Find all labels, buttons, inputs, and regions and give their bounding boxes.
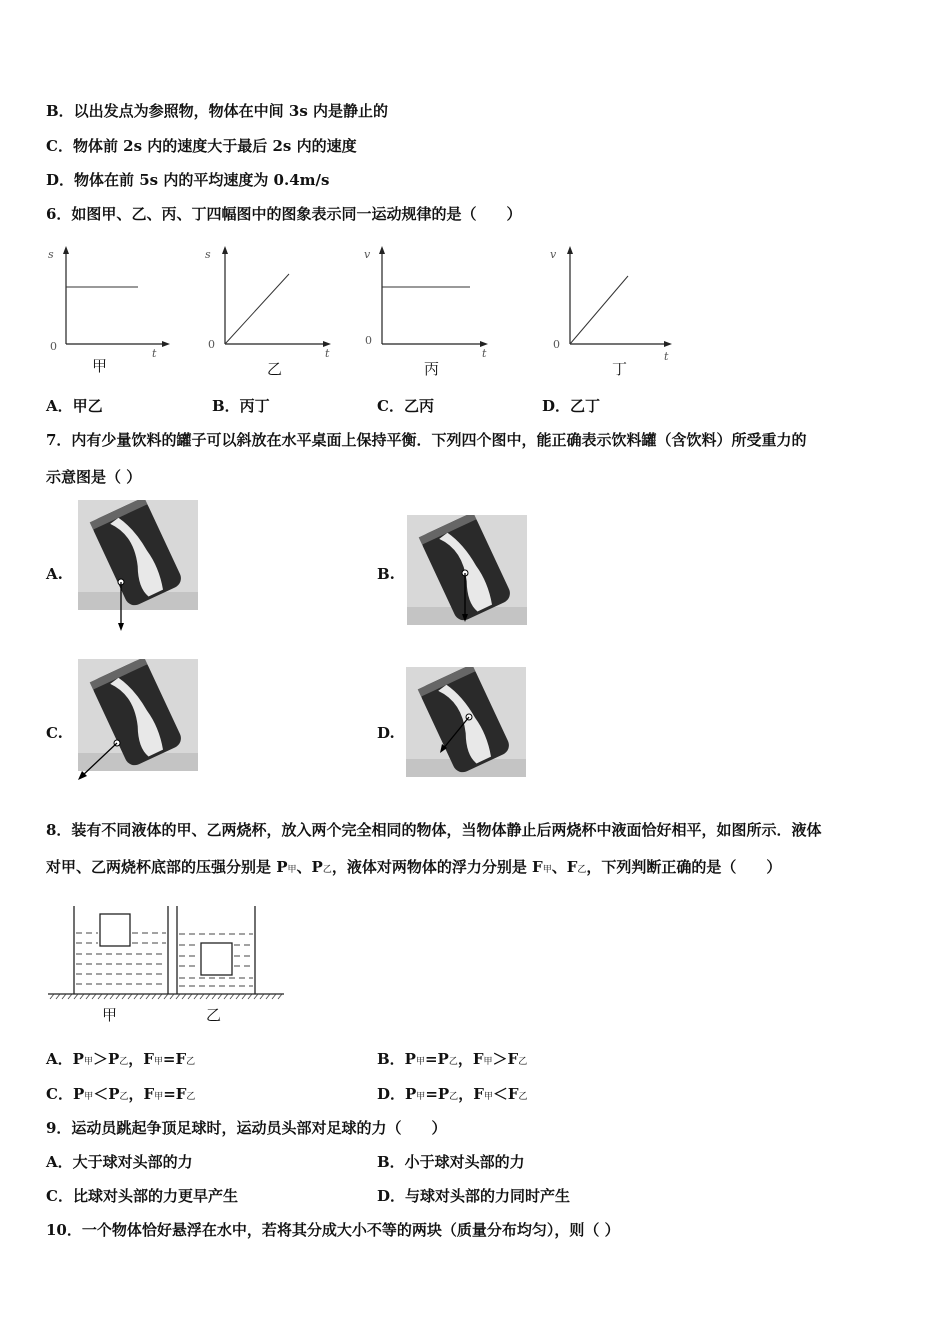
graph-ding-origin: 0 — [553, 338, 560, 351]
q8-option-d: D．P甲=P乙，F甲＜F乙 — [377, 1085, 528, 1103]
q8-option-c: C．P甲＜P乙，F甲=F乙 — [46, 1085, 196, 1103]
beaker-diagram — [46, 900, 291, 1024]
q5-option-c: C．物体前 2s 内的速度大于最后 2s 内的速度 — [46, 137, 357, 155]
graph-ding-name: 丁 — [612, 360, 628, 378]
graph-ding-ylabel: v — [550, 248, 557, 261]
graph-yi-origin: 0 — [208, 338, 215, 351]
q7-can-image-c — [73, 659, 200, 788]
q6-option-d: D．乙丁 — [542, 397, 601, 415]
q5-option-d: D．物体在前 5s 内的平均速度为 0.4m/s — [46, 171, 330, 189]
beaker-label-jia: 甲 — [102, 1006, 118, 1024]
graph-bing-ylabel: v — [364, 248, 371, 261]
q7-can-image-a — [78, 500, 200, 639]
q7-stem-line1: 7．内有少量饮料的罐子可以斜放在水平桌面上保持平衡．下列四个图中，能正确表示饮料罐（含饮料）所受重力的 — [46, 431, 807, 449]
q5-option-b: B．以出发点为参照物，物体在中间 3s 内是静止的 — [46, 102, 389, 120]
graph-ding-xlabel: t — [664, 350, 669, 363]
q8-stem-line1: 8．装有不同液体的甲、乙两烧杯，放入两个完全相同的物体，当物体静止后两烧杯中液面恰好相平，如图所示．液体 — [46, 821, 822, 839]
q10-stem: 10．一个物体恰好悬浮在水中，若将其分成大小不等的两块（质量分布均匀），则（ ） — [46, 1221, 620, 1239]
graph-jia-ylabel: s — [48, 248, 54, 261]
graph-jia-origin: 0 — [50, 340, 57, 353]
graph-jia — [44, 244, 174, 378]
q7-stem-line2: 示意图是（ ） — [46, 468, 142, 486]
beaker-label-yi: 乙 — [206, 1006, 222, 1024]
graph-ding — [548, 244, 683, 378]
q7-option-d-label: D. — [377, 724, 395, 742]
q7-can-image-d — [406, 667, 528, 783]
q8-option-a: A．P甲＞P乙，F甲=F乙 — [46, 1050, 196, 1068]
q6-stem: 6．如图甲、乙、丙、丁四幅图中的图象表示同一运动规律的是（ ） — [46, 205, 522, 223]
q7-option-c-label: C. — [46, 724, 63, 742]
q6-option-b: B．丙丁 — [212, 397, 270, 415]
graph-yi-xlabel: t — [325, 347, 330, 360]
graph-bing-name: 丙 — [424, 360, 440, 378]
graph-bing-xlabel: t — [482, 347, 487, 360]
q7-option-a-label: A. — [46, 565, 63, 583]
q9-option-c: C．比球对头部的力更早产生 — [46, 1187, 238, 1205]
q9-option-b: B．小于球对头部的力 — [377, 1153, 525, 1171]
q7-option-b-label: B. — [377, 565, 395, 583]
q9-option-d: D．与球对头部的力同时产生 — [377, 1187, 571, 1205]
q6-option-a: A．甲乙 — [46, 397, 103, 415]
graph-yi-name: 乙 — [267, 360, 283, 378]
q8-stem-line2: 对甲、乙两烧杯底部的压强分别是 P甲、P乙，液体对两物体的浮力分别是 F甲、F乙，下列判断正确的是（ ） — [46, 858, 782, 876]
q9-stem: 9．运动员跳起争顶足球时，运动员头部对足球的力（ ） — [46, 1119, 447, 1137]
graph-bing — [360, 244, 495, 378]
graph-yi-ylabel: s — [205, 248, 211, 261]
q7-can-image-b — [407, 515, 529, 631]
q8-option-b: B．P甲=P乙，F甲＞F乙 — [377, 1050, 528, 1068]
graph-yi — [203, 244, 338, 378]
q6-option-c: C．乙丙 — [377, 397, 434, 415]
graph-jia-xlabel: t — [152, 347, 157, 360]
graph-jia-name: 甲 — [92, 357, 108, 375]
graph-bing-origin: 0 — [365, 334, 372, 347]
q9-option-a: A．大于球对头部的力 — [46, 1153, 193, 1171]
